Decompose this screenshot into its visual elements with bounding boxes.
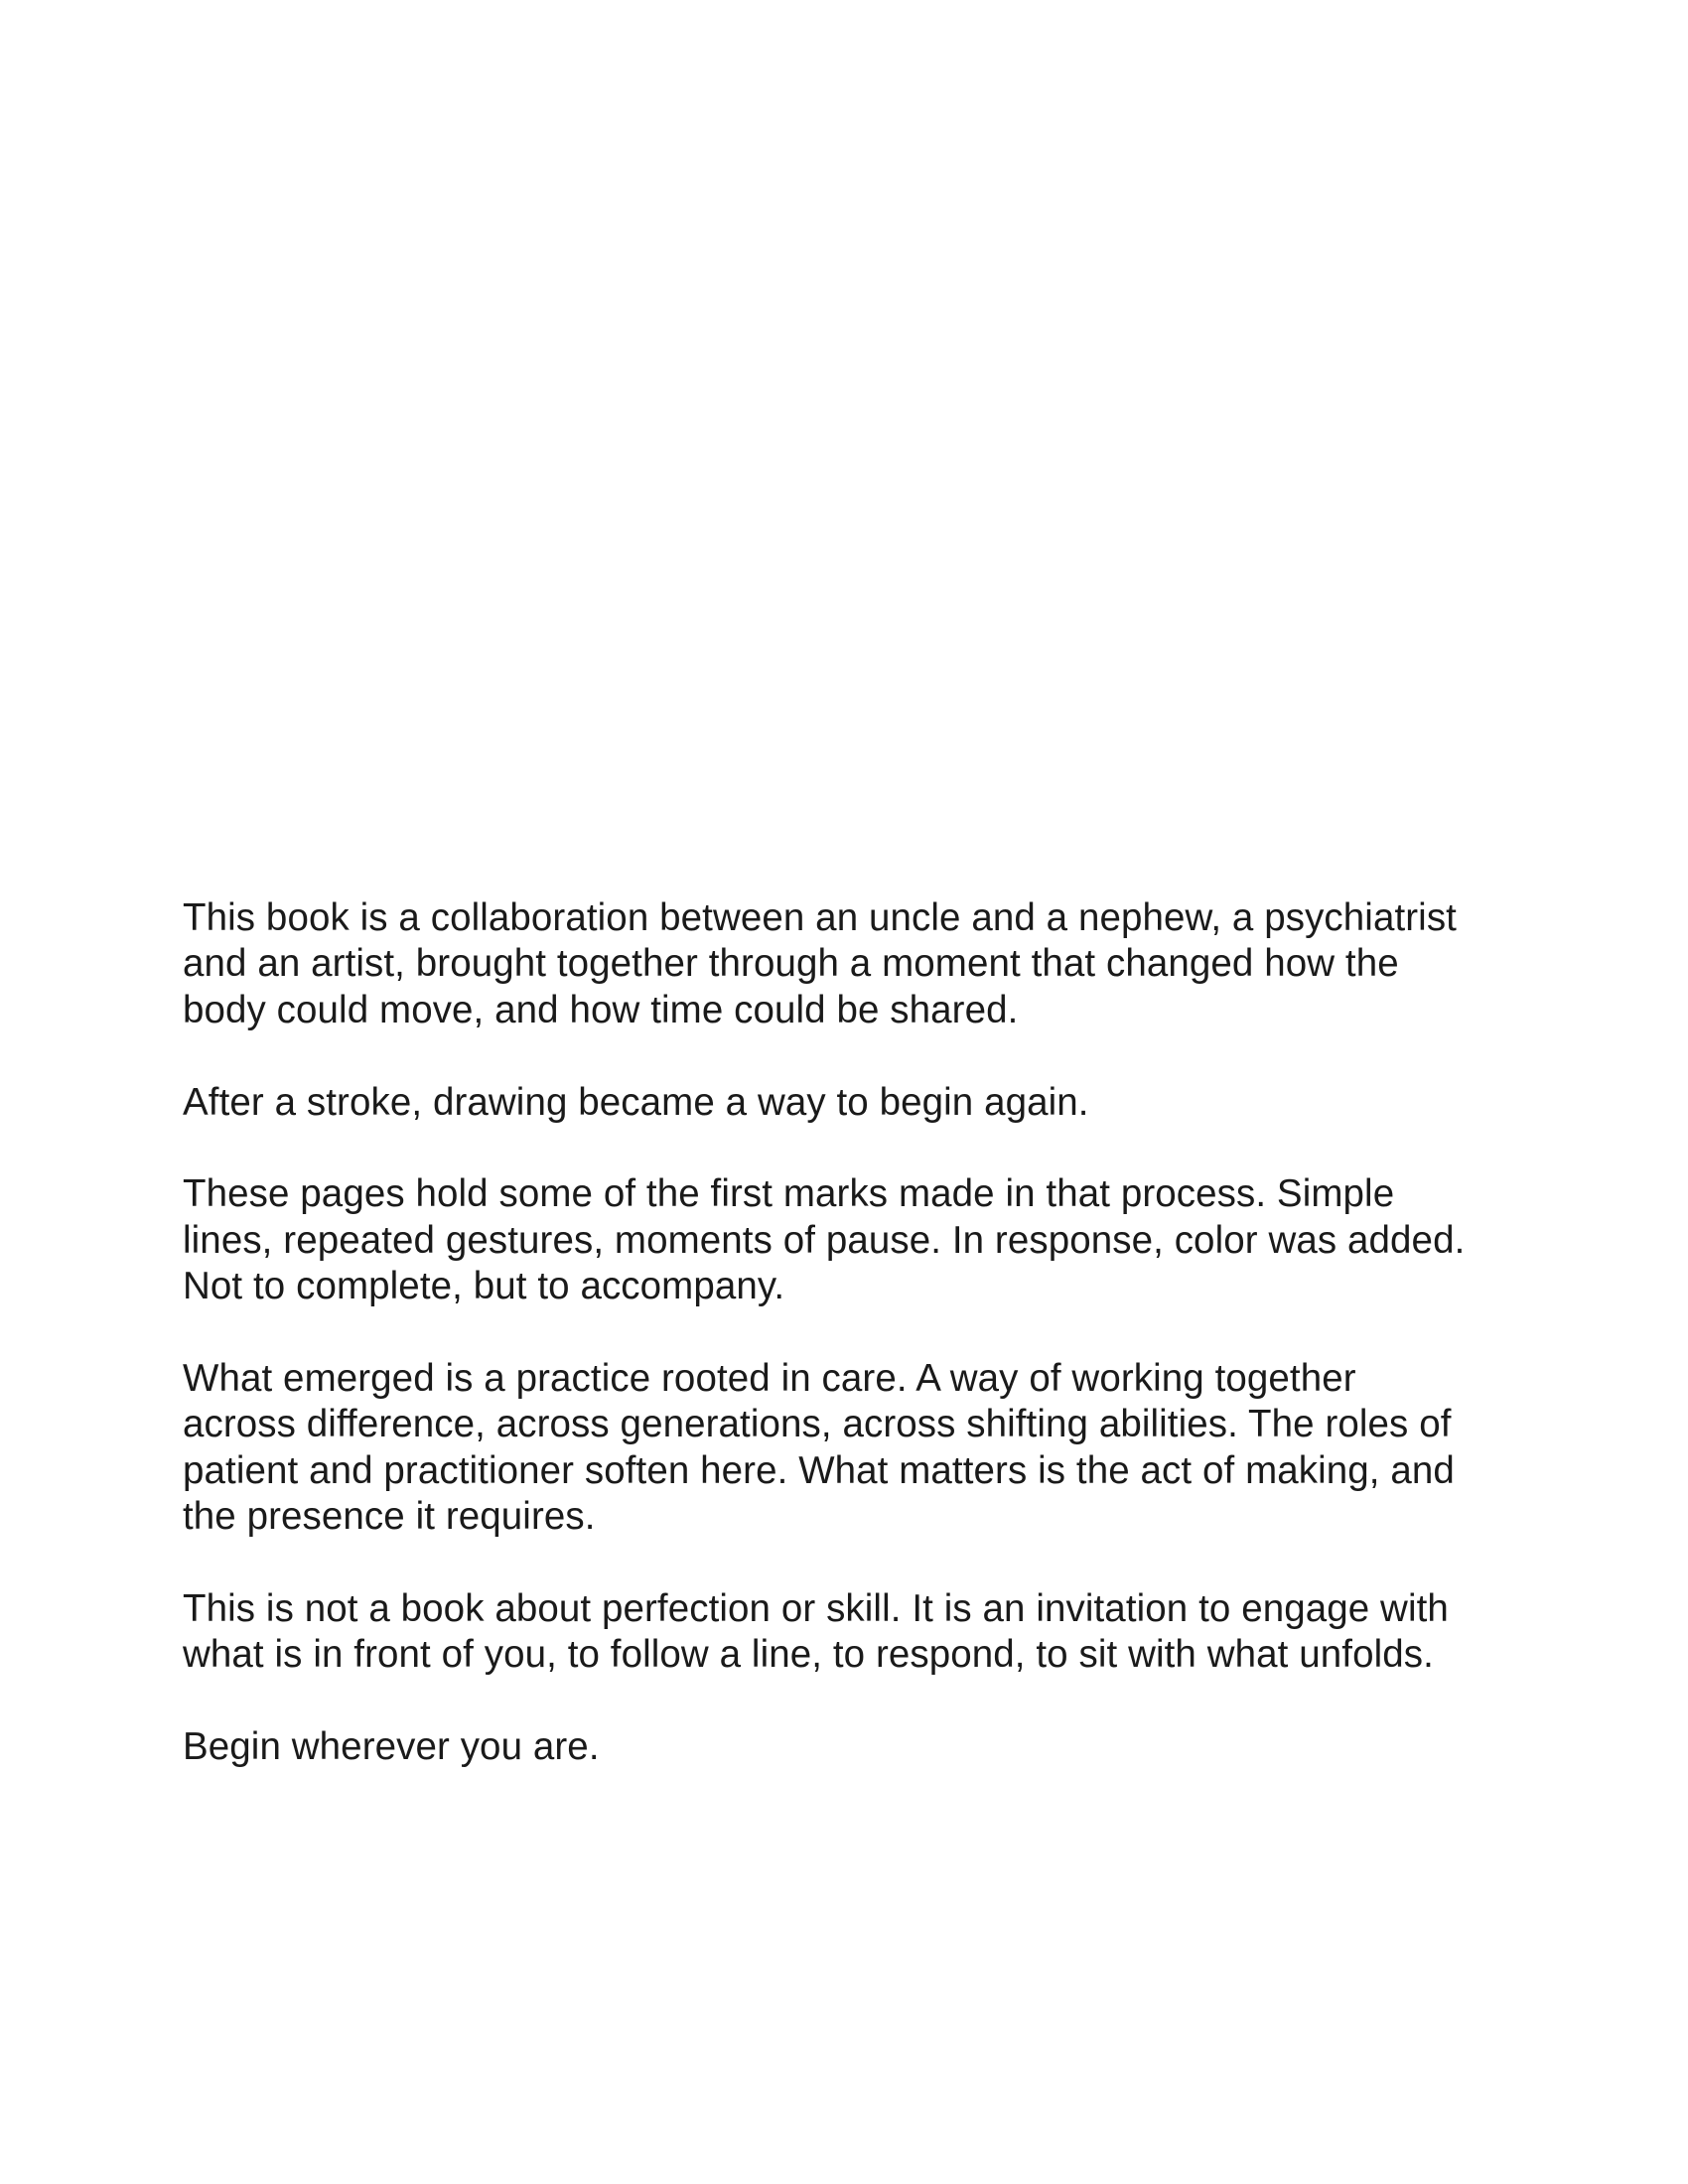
paragraph-stroke: After a stroke, drawing became a way to begin again. bbox=[183, 1080, 1089, 1124]
body-text bbox=[183, 895, 1513, 1771]
paragraph-invitation: This is not a book about perfection or skill. It is an invitation to engage with what is in front of you, to follow a line, to respond, to sit with what unfolds. bbox=[183, 1587, 1449, 1677]
paragraph-begin: Begin wherever you are. bbox=[183, 1725, 600, 1769]
paragraph-collaboration: This book is a collaboration between an uncle and a nephew, a psychiatrist and an artist, brought together through a moment that changed how the body could move, and how time could be shared. bbox=[183, 896, 1457, 1031]
paragraph-practice: What emerged is a practice rooted in care. A way of working together across difference, across generations, across shifting abilities. The roles of patient and practitioner soften here. What matters is the act of making, and the presence it requires. bbox=[183, 1357, 1455, 1539]
paragraph-first-marks: These pages hold some of the first marks made in that process. Simple lines, repeated gestures, moments of pause. In response, color was added. Not to complete, but to accompany. bbox=[183, 1172, 1466, 1308]
